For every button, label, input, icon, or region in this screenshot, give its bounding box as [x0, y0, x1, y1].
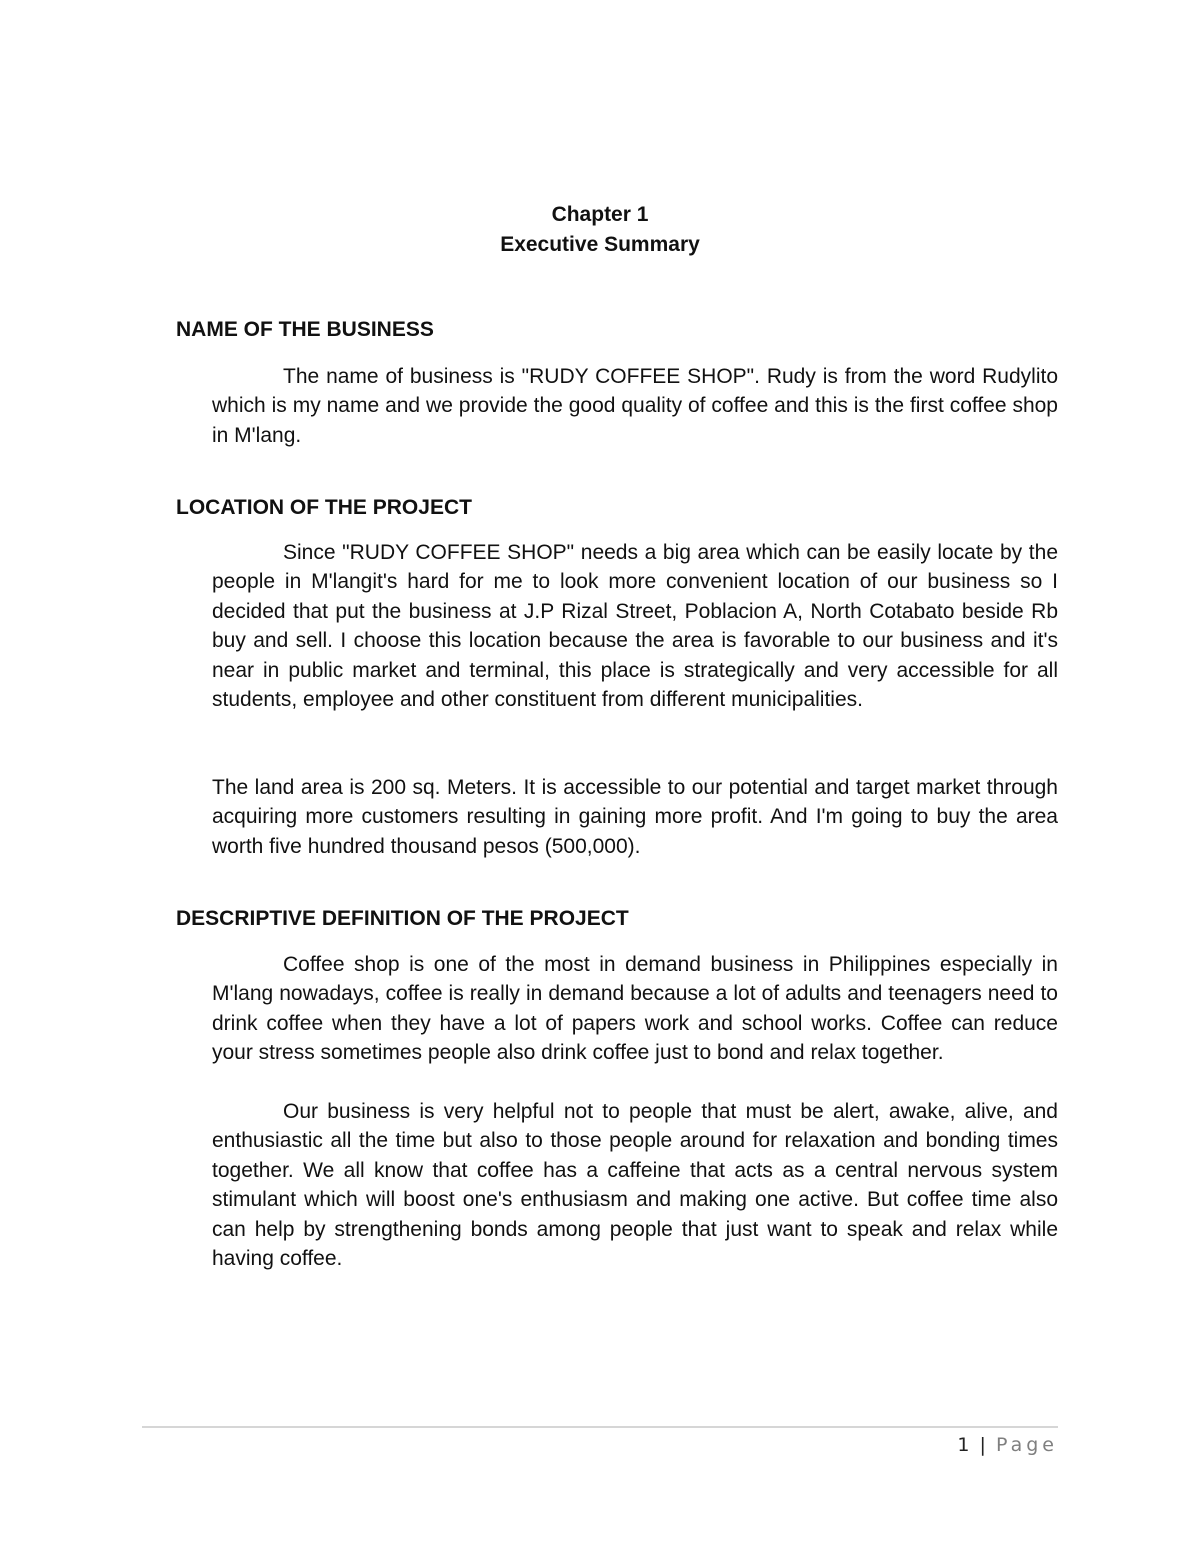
page-number: 1	[957, 1434, 970, 1456]
page-footer	[957, 1432, 1058, 1458]
paragraph-coffee-demand: Coffee shop is one of the most in demand business in Philippines especially in M'lang nowadays, coffee is really in demand because a lot of adults and teenagers need to drink coffee when they have a lot of papers work and school works. Coffee can reduce your stress sometimes people also drink coffee just to bond and relax together.	[212, 953, 1058, 1065]
chapter-subtitle: Executive Summary	[500, 233, 700, 256]
document-title	[0, 200, 1200, 260]
paragraph-business-benefits: Our business is very helpful not to people that must be alert, awake, alive, and enthusiastic all the time but also to those people around for relaxation and bonding times together. We all know that coffee has a caffeine that acts as a central nervous system stimulant which will boost one's enthusiasm and making one active. But coffee time also can help by strengthening bonds among people that just want to speak and relax while having coffee.	[212, 1100, 1058, 1271]
paragraph-business-name: The name of business is "RUDY COFFEE SHOP". Rudy is from the word Rudylito which is my name and we provide the good quality of coffee and this is the first coffee shop in M'lang.	[212, 365, 1058, 447]
paragraph-location: Since "RUDY COFFEE SHOP" needs a big area which can be easily locate by the people in M'langit's hard for me to look more convenient location of our business so I decided that put the business at J.P Rizal Street, Poblacion A, North Cotabato beside Rb buy and sell. I choose this location because the area is favorable to our business and it's near in public market and terminal, this place is strategically and very accessible for all students, employee and other constituent from different municipalities.	[212, 541, 1058, 712]
footer-divider	[142, 1426, 1058, 1428]
section-heading-name-of-business: NAME OF THE BUSINESS	[176, 318, 434, 341]
section-heading-location: LOCATION OF THE PROJECT	[176, 496, 472, 519]
paragraph-land-area: The land area is 200 sq. Meters. It is accessible to our potential and target market through acquiring more customers resulting in gaining more profit. And I'm going to buy the area worth five hundred thousand pesos (500,000).	[212, 776, 1058, 858]
section-heading-descriptive-definition: DESCRIPTIVE DEFINITION OF THE PROJECT	[176, 907, 629, 930]
page-label: Page	[996, 1434, 1058, 1456]
chapter-title: Chapter 1	[551, 203, 649, 226]
footer-separator: |	[979, 1434, 986, 1456]
